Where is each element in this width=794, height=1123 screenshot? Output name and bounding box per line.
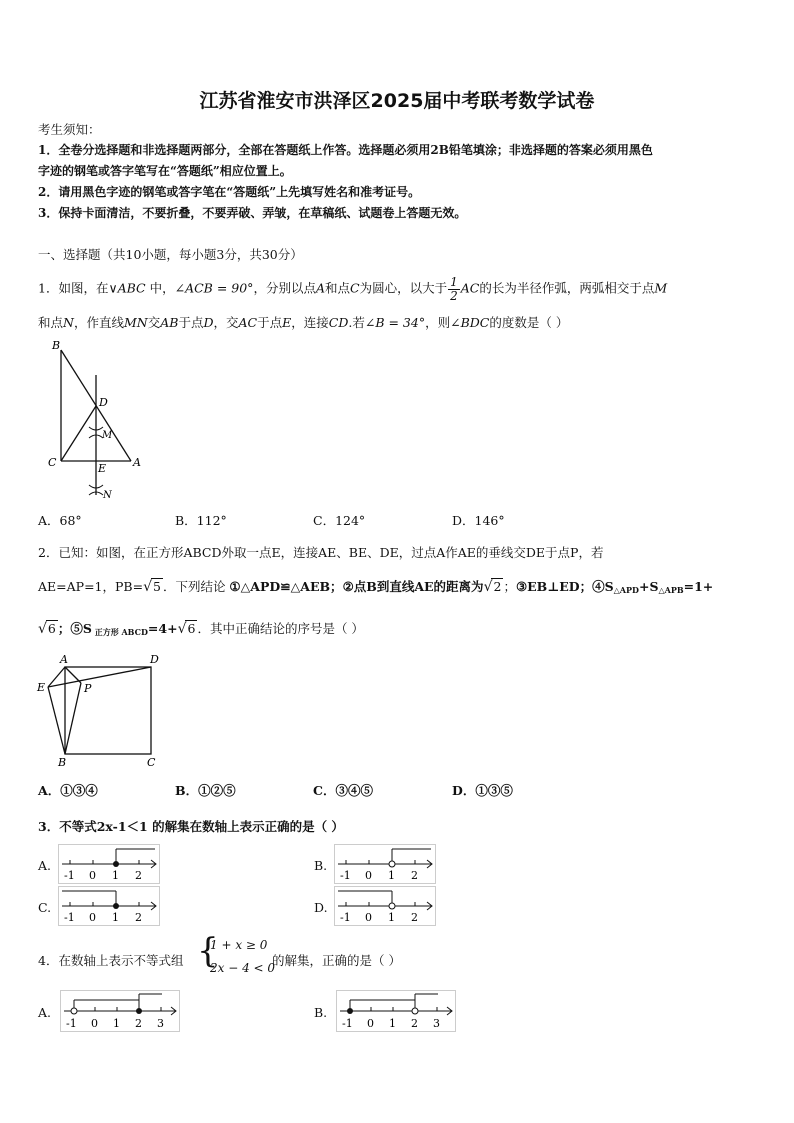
q1-line-1: 1．如图，在∨ABC 中，∠ACB = 90°，分别以点A和点C为圆心，以大于 $\frac{1}{2}$ AC的长为半径作弧，两弧相交于点M bbox=[38, 275, 668, 303]
label-B: B bbox=[58, 756, 67, 769]
svg-text:1: 1 bbox=[112, 911, 119, 924]
svg-text:2: 2 bbox=[411, 911, 418, 924]
q2-option-b[interactable]: B．①②⑤ bbox=[175, 783, 236, 798]
q1-line-2: 和点N，作直线MN交AB于点D，交AC于点E，连接CD.若∠B = 34°，则∠BDC的度数是（ ） bbox=[38, 315, 569, 330]
svg-text:2: 2 bbox=[411, 869, 418, 882]
q4-option-b[interactable]: B. bbox=[314, 1005, 328, 1020]
label-C: C bbox=[48, 456, 57, 469]
notice-heading: 考生须知： bbox=[38, 122, 101, 137]
q1-option-d[interactable]: D．146° bbox=[452, 513, 505, 528]
label-D: D bbox=[99, 396, 108, 409]
svg-text:0: 0 bbox=[91, 1017, 98, 1030]
svg-text:0: 0 bbox=[367, 1017, 374, 1030]
svg-text:-1: -1 bbox=[66, 1017, 77, 1030]
q2-line-1: 2．已知：如图，在正方形ABCD外取一点E，连接AE、BE、DE，过点A作AE的垂线交DE于点P，若 bbox=[38, 545, 604, 560]
q3-option-b[interactable]: B. bbox=[314, 858, 328, 873]
q3-stem: 3．不等式2x-1＜1 的解集在数轴上表示正确的是（ ） bbox=[38, 819, 344, 834]
svg-text:-1: -1 bbox=[342, 1017, 353, 1030]
svg-text:0: 0 bbox=[89, 869, 96, 882]
q3-numberline-c bbox=[58, 886, 160, 926]
label-C: C bbox=[147, 756, 156, 769]
q2-option-d[interactable]: D．①③⑤ bbox=[452, 783, 513, 798]
q2-line-3: √6 ；⑤S $_{正方形 ABCD}$=4+√6 ．其中正确结论的序号是（ ） bbox=[38, 621, 364, 637]
q4-stem-a: 4．在数轴上表示不等式组 bbox=[38, 953, 184, 968]
svg-text:2: 2 bbox=[135, 869, 142, 882]
notice-line-1a: 1．全卷分选择题和非选择题两部分，全部在答题纸上作答。选择题必须用2B铅笔填涂；非选择题的答案必须用黑色 bbox=[38, 143, 653, 157]
svg-text:1: 1 bbox=[388, 911, 395, 924]
label-D: D bbox=[150, 653, 159, 666]
label-E: E bbox=[37, 681, 46, 694]
svg-text:1: 1 bbox=[113, 1017, 120, 1030]
q3-option-c[interactable]: C. bbox=[38, 900, 52, 915]
label-P: P bbox=[84, 682, 92, 695]
q4-numberline-a bbox=[60, 990, 180, 1032]
svg-text:0: 0 bbox=[365, 869, 372, 882]
label-B: B bbox=[52, 339, 61, 352]
notice-line-3: 3．保持卡面清洁，不要折叠，不要弄破、弄皱，在草稿纸、试题卷上答题无效。 bbox=[38, 206, 467, 220]
label-E: E bbox=[98, 462, 107, 475]
q3-numberline-a bbox=[58, 844, 160, 884]
svg-text:0: 0 bbox=[365, 911, 372, 924]
svg-text:2: 2 bbox=[135, 911, 142, 924]
section-heading: 一、选择题（共10小题，每小题3分，共30分） bbox=[38, 247, 303, 262]
page-title: 江苏省淮安市洪泽区2025届中考联考数学试卷 bbox=[199, 90, 595, 112]
q1-option-a[interactable]: A．68° bbox=[38, 513, 82, 528]
q4-numberline-b bbox=[336, 990, 456, 1032]
svg-text:1: 1 bbox=[389, 1017, 396, 1030]
q3-numberline-d bbox=[334, 886, 436, 926]
q2-line-2: AE=AP=1，PB=√5 ．下列结论 ①△APD≌△AEB；②点B到直线AE的距离为√2 ；③EB⊥ED；$④S_{\triangle APD}+S_{\triangle APB}=1+$ bbox=[38, 579, 714, 595]
fraction-half: $\frac{1}{2}$ bbox=[450, 275, 458, 303]
svg-text:3: 3 bbox=[157, 1017, 164, 1030]
label-A: A bbox=[133, 456, 141, 469]
svg-text:-1: -1 bbox=[340, 869, 351, 882]
notice-line-1b: 字迹的钢笔或答字笔写在“答题纸”相应位置上。 bbox=[38, 164, 292, 178]
svg-text:2: 2 bbox=[135, 1017, 142, 1030]
svg-text:-1: -1 bbox=[340, 911, 351, 924]
svg-text:2: 2 bbox=[411, 1017, 418, 1030]
label-M: M bbox=[102, 430, 113, 441]
q3-option-a[interactable]: A. bbox=[38, 858, 52, 873]
q3-option-d[interactable]: D. bbox=[314, 900, 328, 915]
svg-text:3: 3 bbox=[433, 1017, 440, 1030]
svg-text:-1: -1 bbox=[64, 869, 75, 882]
q1-option-b[interactable]: B．112° bbox=[175, 513, 227, 528]
q2-option-a[interactable]: A．①③④ bbox=[38, 783, 98, 798]
q2-option-c[interactable]: C．③④⑤ bbox=[313, 783, 373, 798]
label-N: N bbox=[103, 490, 112, 501]
svg-text:1: 1 bbox=[112, 869, 119, 882]
q4-system-line-1: 1 + x ≥ 0 bbox=[210, 938, 268, 952]
svg-text:1: 1 bbox=[388, 869, 395, 882]
q4-stem-b: 的解集，正确的是（ ） bbox=[272, 953, 401, 968]
q4-system-line-2: 2x − 4 < 0 bbox=[210, 961, 276, 975]
svg-text:-1: -1 bbox=[64, 911, 75, 924]
svg-text:0: 0 bbox=[89, 911, 96, 924]
system-brace: { bbox=[197, 931, 219, 971]
notice-line-2: 2．请用黑色字迹的钢笔或答字笔在“答题纸”上先填写姓名和准考证号。 bbox=[38, 185, 421, 199]
label-A: A bbox=[60, 653, 68, 666]
q2-square-figure bbox=[34, 650, 174, 772]
q1-triangle-figure bbox=[40, 335, 160, 505]
q3-numberline-b bbox=[334, 844, 436, 884]
q4-option-a[interactable]: A. bbox=[38, 1005, 52, 1020]
q1-option-c[interactable]: C．124° bbox=[313, 513, 366, 528]
